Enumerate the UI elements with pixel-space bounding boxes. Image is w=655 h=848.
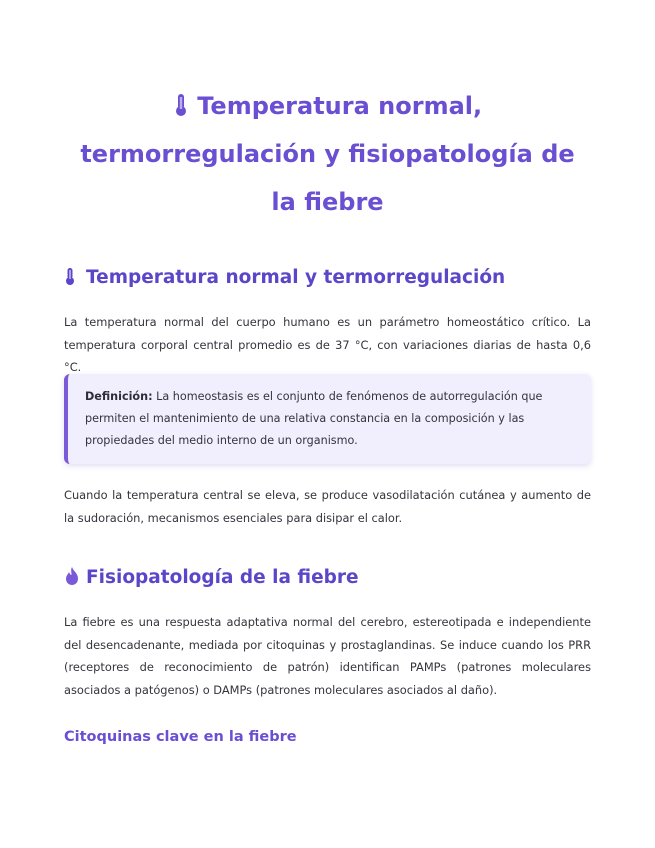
- definition-callout: [64, 374, 591, 464]
- callout-label: Definición:: [85, 390, 153, 403]
- paragraph: La temperatura normal del cuerpo humano es un parámetro homeostático crítico. La temperatura corporal central promedio es de 37 °C, con variaciones diarias de hasta 0,6 °C.: [64, 315, 591, 374]
- document-title-text: Temperatura normal, termorregulación y fisiopatología de la fiebre: [80, 92, 575, 216]
- thermometer-icon: [173, 93, 189, 117]
- section-heading-fiebre: [64, 564, 359, 592]
- paragraph: Cuando la temperatura central se eleva, se produce vasodilatación cutánea y aumento de la sudoración, mecanismos esenciales para disipar el calor.: [64, 488, 591, 525]
- thermometer-icon: [64, 267, 76, 286]
- flame-icon: [64, 566, 80, 586]
- section-heading-text: Fisiopatología de la fiebre: [86, 567, 359, 588]
- document-title: [64, 82, 591, 226]
- section-heading-text: Temperatura normal y termorregulación: [86, 267, 506, 288]
- callout-body: La homeostasis es el conjunto de fenómenos de autorregulación que permiten el mantenimiento de una relativa constancia en la composición y las propiedades del medio interno de un organismo.: [85, 390, 543, 447]
- paragraph: La fiebre es una respuesta adaptativa normal del cerebro, estereotipada e independiente del desencadenante, mediada por citoquinas y prostaglandinas. Se induce cuando los PRR (receptores de reconocimiento de patrón) identifican PAMPs (patrones moleculares asociados a patógenos) o DAMPs (patrones moleculares asociados al daño).: [64, 615, 591, 697]
- subsection-heading: Citoquinas clave en la fiebre: [64, 729, 297, 745]
- section-heading-temperatura: [64, 264, 505, 292]
- callout-text: [85, 386, 571, 452]
